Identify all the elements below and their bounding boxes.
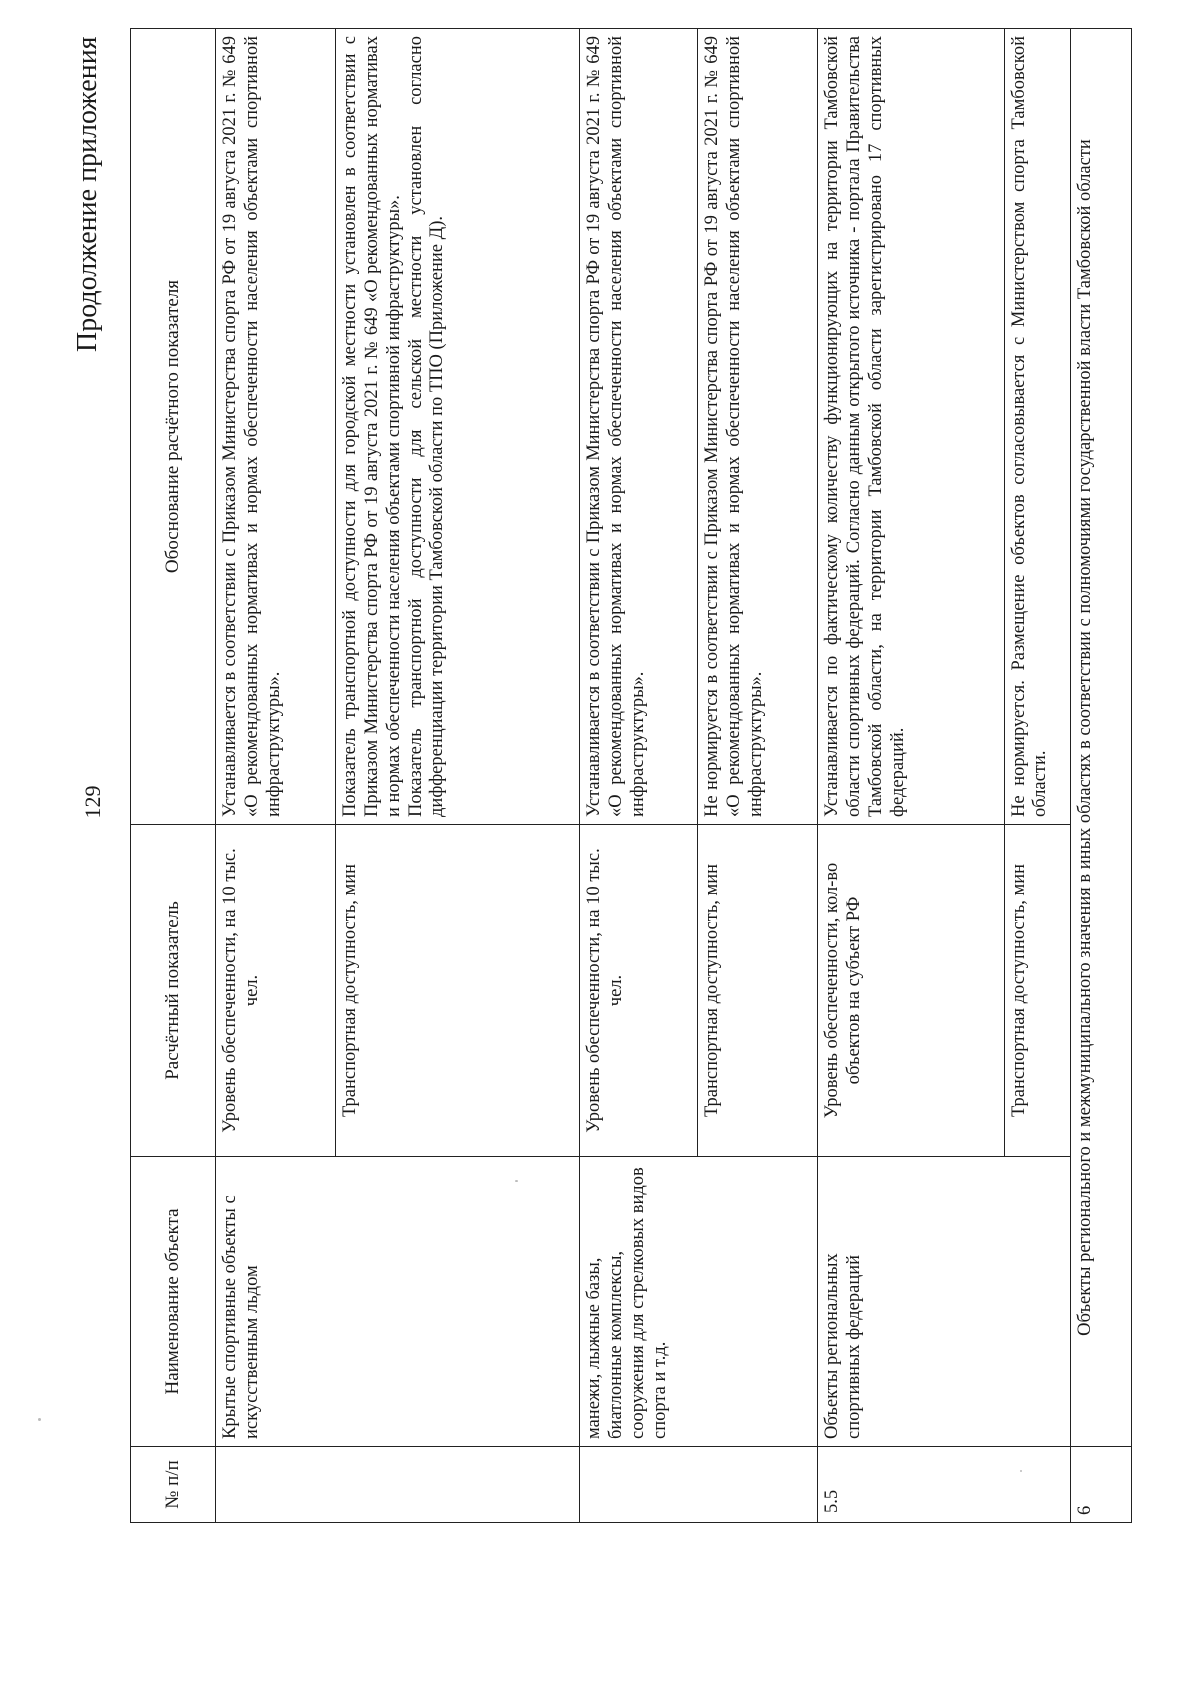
cell-indicator: Транспортная доступность, мин <box>1004 825 1070 1157</box>
table-row <box>580 29 698 1523</box>
cell-indicator: Уровень обеспеченности, кол-во объектов на субъект РФ <box>818 825 1004 1157</box>
cell-object: манежи, лыжные базы, биатлонные комплексы, сооружения для стрелковых видов спорта и т.д. <box>580 1157 818 1447</box>
section-title: Объекты регионального и межмуниципального значения в иных областях в соответствии с полномочиями государственной власти Тамбовской области <box>1070 29 1131 1447</box>
section-row <box>1070 29 1131 1523</box>
scan-speck <box>1020 1470 1022 1472</box>
cell-object: Объекты региональных спортивных федераций <box>818 1157 1070 1447</box>
cell-indicator: Уровень обеспеченности, на 10 тыс. чел. <box>580 825 698 1157</box>
cell-num <box>580 1447 818 1523</box>
cell-indicator: Транспортная доступность, мин <box>336 825 580 1157</box>
cell-justification: Устанавливается в соответствии с Приказом Министерства спорта РФ от 19 августа 2021 г. № 649 «О рекомендованных нормативах и нормах обеспеченности населения объектами спортивной инфраструктуры». <box>215 29 335 825</box>
section-num: 6 <box>1070 1447 1131 1523</box>
justification-rural: Показатель транспортной доступности для сельской местности установлен согласно дифференциации территории Тамбовской области по ТПО (Приложение Д). <box>405 36 448 817</box>
cell-justification: Не нормируется. Размещение объектов согласовывается с Министерством спорта Тамбовской области. <box>1004 29 1070 825</box>
header-object: Наименование объекта <box>131 1157 216 1447</box>
cell-justification: Устанавливается по фактическому количеству функционирующих на территории Тамбовской области спортивных федераций. Согласно данным открытого источника - портала Правительства Тамбовской области, на территории Тамбовской области зарегистрировано 17 спортивных федераций. <box>818 29 1004 825</box>
indicators-table <box>130 28 1132 1523</box>
table-row <box>818 29 1004 1523</box>
cell-indicator: Транспортная доступность, мин <box>698 825 818 1157</box>
continuation-label: Продолжение приложения <box>72 36 103 352</box>
scan-speck <box>515 1180 518 1182</box>
cell-num <box>215 1447 579 1523</box>
header-justification: Обоснование расчётного показателя <box>131 29 216 825</box>
cell-indicator: Уровень обеспеченности, на 10 тыс. чел. <box>215 825 335 1157</box>
header-indicator: Расчётный показатель <box>131 825 216 1157</box>
justification-urban: Показатель транспортной доступности для городской местности установлен в соответствии с Приказом Министерства спорта РФ от 19 августа 2021 г. № 649 «О рекомендованных нормативах и нормах обеспеченности населения объектами спортивной инфраструктуры». <box>340 36 404 817</box>
cell-num: 5.5 <box>818 1447 1070 1523</box>
cell-justification: Устанавливается в соответствии с Приказом Министерства спорта РФ от 19 августа 2021 г. № 649 «О рекомендованных нормативах и нормах обеспеченности населения объектами спортивной инфраструктуры». <box>580 29 698 825</box>
cell-justification <box>336 29 580 825</box>
cell-justification: Не нормируется в соответствии с Приказом Министерства спорта РФ от 19 августа 2021 г. № 649 «О рекомендованных нормативах и нормах обеспеченности населения объектами спортивной инфраструктуры». <box>698 29 818 825</box>
scan-speck <box>38 1418 41 1421</box>
cell-object: Крытые спортивные объекты с искусственным льдом <box>215 1157 579 1447</box>
header-num: № п/п <box>131 1447 216 1523</box>
table-row <box>215 29 335 1523</box>
page-number: 129 <box>80 785 105 819</box>
table-header-row <box>131 29 216 1523</box>
